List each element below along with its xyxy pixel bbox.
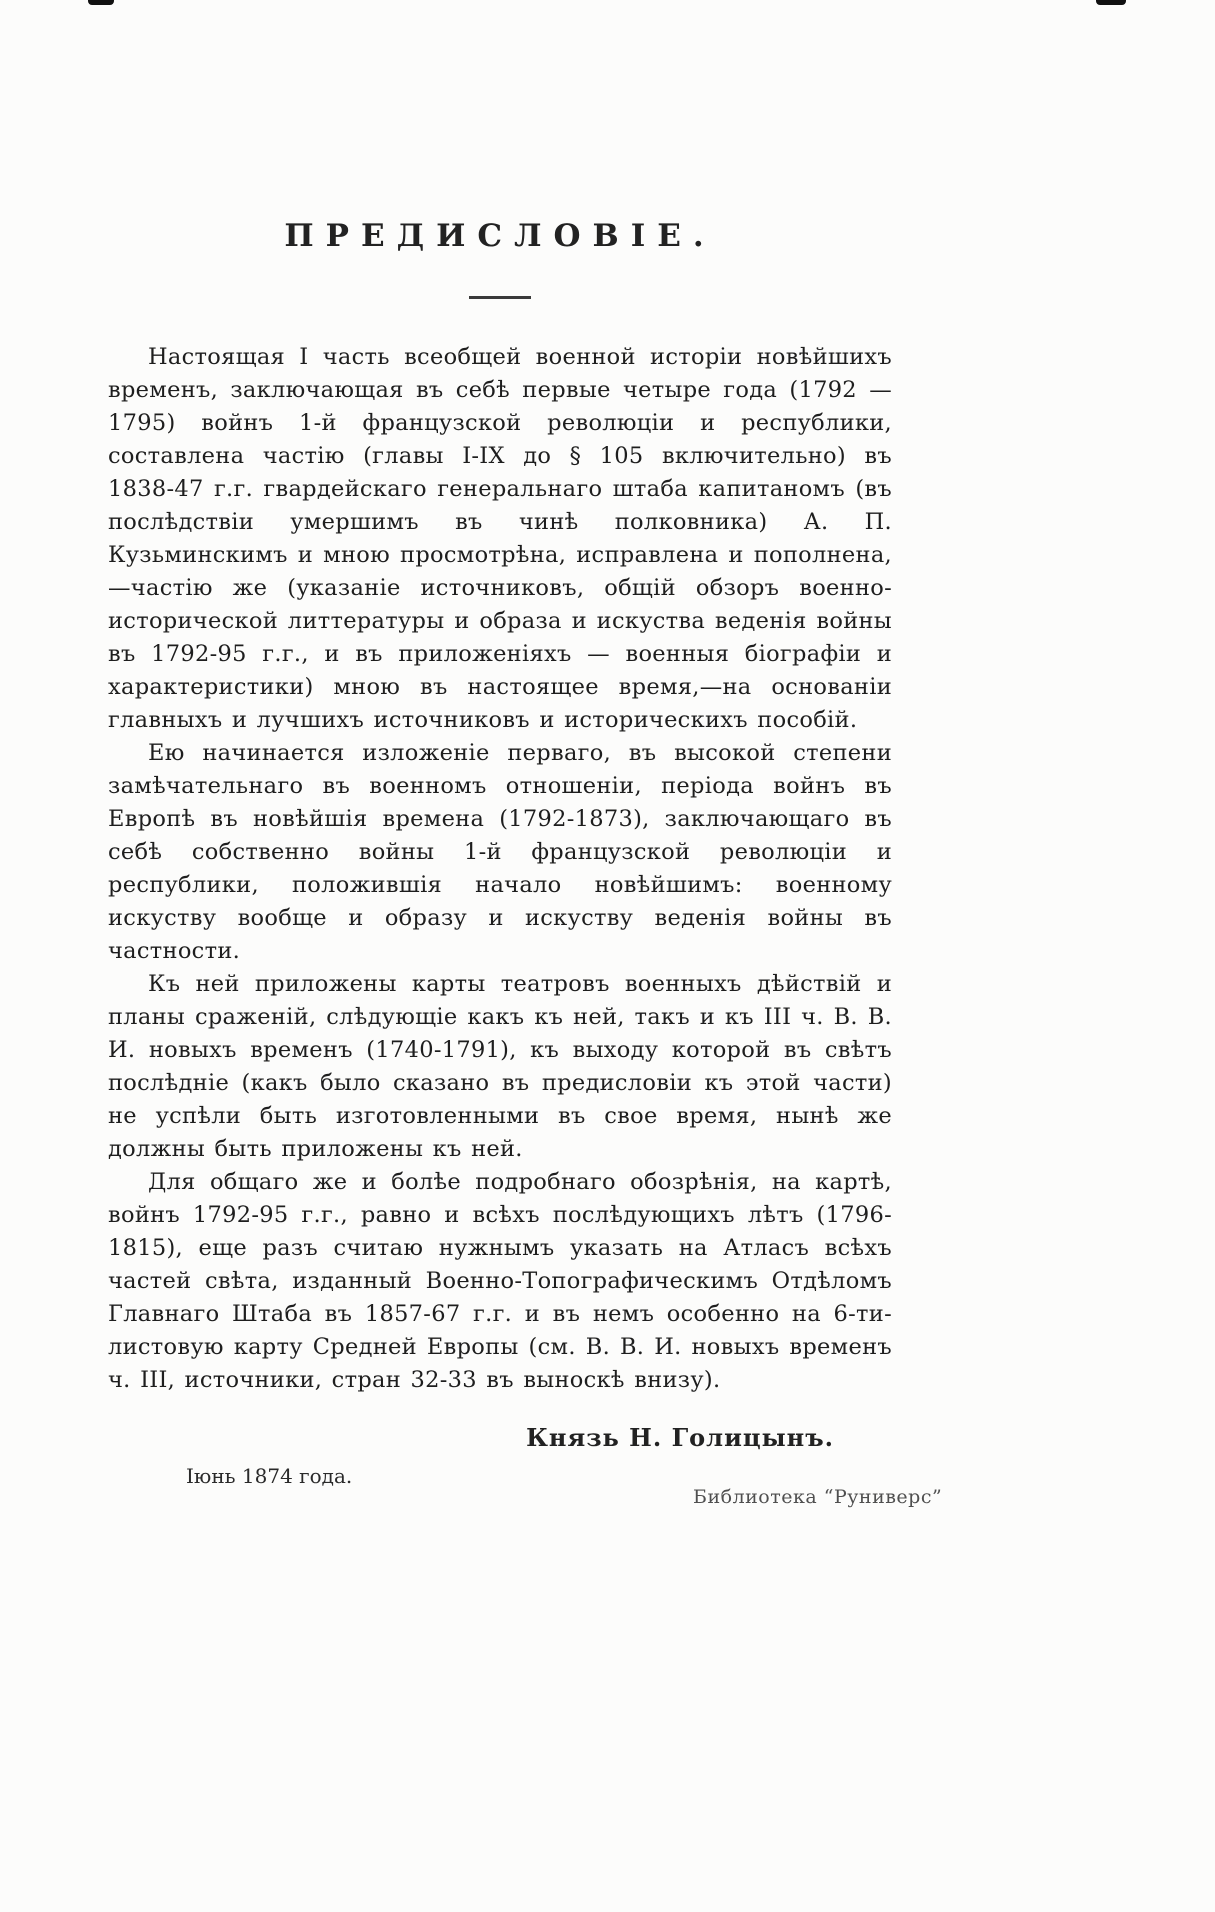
page-title: ПРЕДИСЛОВІЕ.	[284, 218, 716, 254]
library-watermark: Библиотека “Руниверс”	[693, 1486, 943, 1508]
date-line: Іюнь 1874 года.	[186, 1464, 353, 1488]
title-divider	[469, 296, 531, 299]
scan-artifact	[1096, 0, 1126, 5]
page-content	[108, 0, 892, 1488]
paragraph: Настоящая I часть всеобщей военной исторіи новѣйшихъ временъ, заключающая въ себѣ первые четыре года (1792 — 1795) войнъ 1-й французской революціи и республики, составлена частію (главы I-IX до § 105 включительно) въ 1838-47 г.г. гвардейскаго генеральнаго штаба капитаномъ (въ послѣдствіи умершимъ въ чинѣ полковника) А. П. Кузьминскимъ и мною просмотрѣна, исправлена и пополнена,—частію же (указаніе источниковъ, общій обзоръ военно-исторической литтературы и образа и искуства веденія войны въ 1792-95 г.г., и въ приложеніяхъ — военныя біографіи и характеристики) мною въ настоящее время,—на основаніи главныхъ и лучшихъ источниковъ и историческихъ пособій.	[108, 344, 892, 733]
preface-text	[108, 341, 892, 1397]
author-signature: Князь Н. Голицынъ.	[526, 1423, 834, 1452]
paragraph: Ею начинается изложеніе перваго, въ высокой степени замѣчательнаго въ военномъ отношеніи, періода войнъ въ Европѣ въ новѣйшія времена (1792-1873), заключающаго въ себѣ собственно войны 1-й французской революціи и республики, положившія начало новѣйшимъ: военному искуству вообще и образу и искуству веденія войны въ частности.	[108, 740, 892, 964]
paragraph: Къ ней приложены карты театровъ военныхъ дѣйствій и планы сраженій, слѣдующіе какъ къ ней, такъ и къ III ч. В. В. И. новыхъ временъ (1740-1791), къ выходу которой въ свѣтъ послѣдніе (какъ было сказано въ предисловіи къ этой части) не успѣли быть изготовленными въ свое время, нынѣ же должны быть приложены къ ней.	[108, 971, 892, 1162]
paragraph: Для общаго же и болѣе подробнаго обозрѣнія, на картѣ, войнъ 1792-95 г.г., равно и всѣхъ послѣдующихъ лѣтъ (1796-1815), еще разъ считаю нужнымъ указать на Атласъ всѣхъ частей свѣта, изданный Военно-Топографическимъ Отдѣломъ Главнаго Штаба въ 1857-67 г.г. и въ немъ особенно на 6-ти-листовую карту Средней Европы (см. В. В. И. новыхъ временъ ч. III, источники, стран 32-33 въ выноскѣ внизу).	[108, 1169, 892, 1393]
